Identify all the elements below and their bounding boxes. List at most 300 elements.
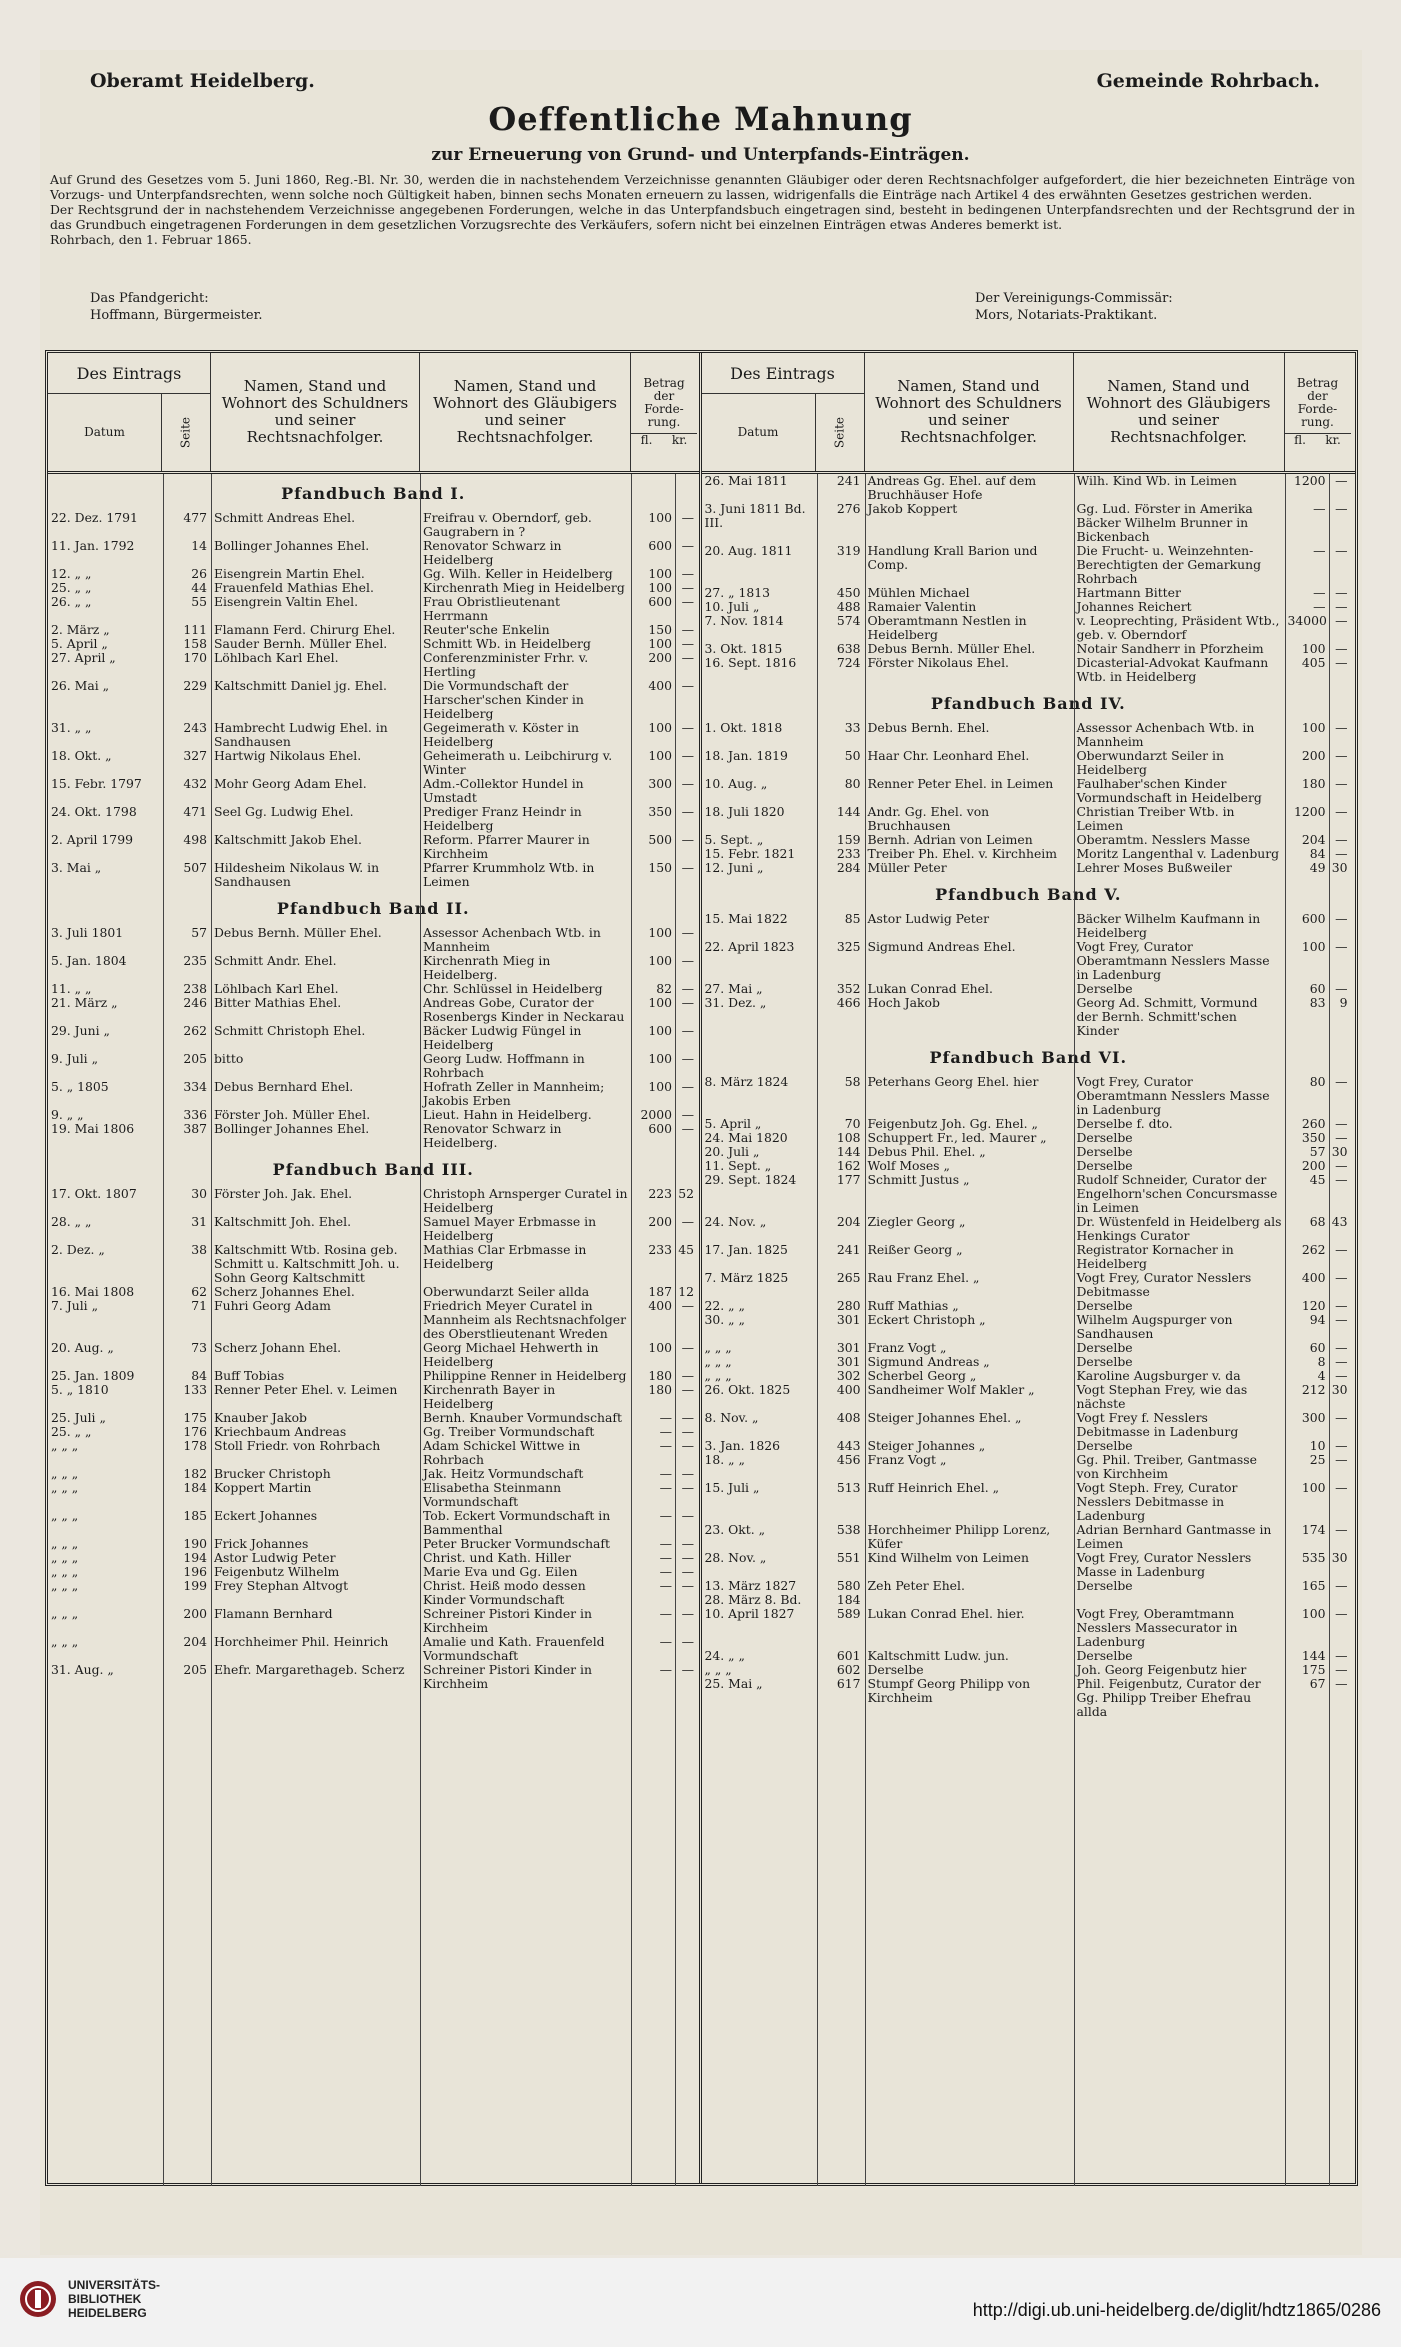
- creditor-name: Derselbe: [1076, 1159, 1133, 1173]
- amount-florin: 67: [1309, 1677, 1326, 1691]
- entry-page: 84: [191, 1369, 207, 1383]
- amount-kreuzer: —: [1335, 749, 1348, 763]
- table-row: [48, 1243, 699, 1285]
- entry-page: 196: [183, 1565, 207, 1579]
- creditor-name: Derselbe f. dto.: [1076, 1117, 1173, 1131]
- amount-florin: 600: [648, 539, 672, 553]
- amount-florin: 100: [648, 637, 672, 651]
- creditor-name: Derselbe: [1076, 1579, 1133, 1593]
- entry-date: 7. Juli „: [51, 1299, 98, 1313]
- column-header-line: Betrag: [643, 376, 685, 390]
- creditor-name: Notair Sandherr in Pforzheim: [1076, 642, 1264, 656]
- debtor-name: Koppert Martin: [214, 1481, 312, 1495]
- creditor-name: Oberwundarzt Seiler allda: [423, 1285, 590, 1299]
- table-row: [48, 996, 699, 1024]
- debtor-name: Buff Tobias: [214, 1369, 285, 1383]
- entry-date: 9. „ „: [51, 1108, 84, 1122]
- creditor-name: Reuter'sche Enkelin: [423, 623, 550, 637]
- table-row: [48, 1383, 699, 1411]
- creditor-name: Derselbe: [1076, 1341, 1133, 1355]
- column-header-line: Namen, Stand und: [1107, 377, 1250, 395]
- entry-page: 538: [836, 1523, 861, 1537]
- entry-date: 16. Mai 1808: [51, 1285, 135, 1299]
- debtor-name: Fuhri Georg Adam: [214, 1299, 331, 1313]
- amount-kreuzer: —: [681, 749, 694, 763]
- entry-page: 229: [183, 679, 207, 693]
- amount-kreuzer: —: [1335, 1677, 1348, 1691]
- entry-date: 9. Juli „: [51, 1052, 98, 1066]
- creditor-name: Derselbe: [1076, 1299, 1133, 1313]
- amount-kreuzer: —: [1335, 1313, 1348, 1327]
- amount-florin: 100: [648, 1080, 672, 1094]
- entry-page: 498: [183, 833, 207, 847]
- amount-florin: 57: [1309, 1145, 1326, 1159]
- amount-kreuzer: —: [681, 581, 694, 595]
- amount-florin: 100: [1301, 1607, 1326, 1621]
- column-divider: [817, 474, 818, 2186]
- amount-florin: —: [659, 1607, 672, 1621]
- amount-florin: 350: [1301, 1131, 1326, 1145]
- amount-kreuzer: —: [681, 1425, 694, 1439]
- table-row: [702, 1271, 1356, 1299]
- amount-florin: [1285, 1593, 1329, 1607]
- column-header-line: Forde-: [1297, 402, 1338, 416]
- debtor-name: Schmitt Justus „: [867, 1173, 970, 1187]
- column-header-des-eintrags: Des Eintrags: [48, 353, 210, 394]
- debtor-name: Hartwig Nikolaus Ehel.: [214, 749, 362, 763]
- amount-kreuzer: —: [1335, 586, 1348, 600]
- amount-florin: 100: [648, 581, 672, 595]
- debtor-name: Debus Bernhard Ehel.: [214, 1080, 354, 1094]
- table-row: [702, 1215, 1356, 1243]
- entry-date: 20. Aug. „: [51, 1341, 114, 1355]
- table-row: [48, 679, 699, 721]
- table-row: [48, 595, 699, 623]
- amount-kreuzer: —: [1335, 1607, 1348, 1621]
- debtor-name: Franz Vogt „: [867, 1453, 947, 1467]
- column-divider: [163, 474, 164, 2186]
- table-row: [48, 1663, 699, 1691]
- signature-left-title: Das Pfandgericht:: [90, 291, 209, 306]
- amount-florin: 80: [1309, 1075, 1326, 1089]
- source-url[interactable]: http://digi.ub.uni-heidelberg.de/diglit/hdtz1865/0286: [972, 2300, 1381, 2320]
- entry-date: 16. Sept. 1816: [704, 656, 797, 670]
- amount-florin: —: [659, 1579, 672, 1593]
- amount-kreuzer: 43: [1331, 1215, 1348, 1229]
- column-header-datum: Datum: [48, 394, 162, 471]
- column-header-schuldner: [211, 353, 420, 471]
- amount-florin: 180: [648, 1383, 672, 1397]
- table-row: [48, 1509, 699, 1537]
- amount-kreuzer: 30: [1331, 1383, 1348, 1397]
- amount-florin: 600: [648, 1122, 672, 1136]
- amount-kreuzer: 12: [678, 1285, 694, 1299]
- column-header-seite: Seite: [178, 416, 193, 449]
- column-header-fl-kr: [1285, 433, 1351, 447]
- table-row: [48, 1467, 699, 1481]
- column-divider: [631, 474, 632, 2186]
- debtor-name: Andr. Gg. Ehel. von Bruchhausen: [867, 805, 990, 833]
- creditor-name: Schreiner Pistori Kinder in Kirchheim: [423, 1607, 592, 1635]
- column-header-line: Wohnort des Schuldners: [875, 394, 1062, 412]
- debtor-name: Scherz Johannes Ehel.: [214, 1285, 355, 1299]
- column-divider: [1074, 474, 1075, 2186]
- creditor-name: Andreas Gobe, Curator der Rosenbergs Kinder in Neckarau: [423, 996, 625, 1024]
- amount-kreuzer: —: [681, 1607, 694, 1621]
- debtor-name: Sauder Bernh. Müller Ehel.: [214, 637, 388, 651]
- amount-florin: 1200: [1293, 805, 1326, 819]
- debtor-name: Sigmund Andreas Ehel.: [867, 940, 1016, 954]
- amount-florin: 400: [1301, 1271, 1326, 1285]
- entry-page: 507: [183, 861, 207, 875]
- table-row: [702, 861, 1356, 875]
- amount-kreuzer: [1329, 1593, 1351, 1607]
- creditor-name: Die Vormundschaft der Harscher'schen Kinder in Heidelberg: [423, 679, 584, 721]
- entry-page: 70: [844, 1117, 861, 1131]
- entry-page: 33: [844, 721, 861, 735]
- entry-page: 144: [836, 1145, 861, 1159]
- entry-date: 10. April 1827: [704, 1607, 795, 1621]
- debtor-name: Ehefr. Margarethageb. Scherz: [214, 1663, 405, 1677]
- creditor-name: Phil. Feigenbutz, Curator der Gg. Philipp Treiber Ehefrau allda: [1076, 1677, 1261, 1719]
- amount-kreuzer: —: [1335, 1131, 1348, 1145]
- table-row: [702, 1593, 1356, 1607]
- entry-page: 513: [836, 1481, 861, 1495]
- table-row: [702, 1243, 1356, 1271]
- entry-page: 262: [183, 1024, 207, 1038]
- amount-kreuzer: —: [681, 721, 694, 735]
- signature-right: [975, 290, 1173, 324]
- creditor-name: Dicasterial-Advokat Kaufmann Wtb. in Heidelberg: [1076, 656, 1269, 684]
- amount-kreuzer: —: [1335, 1481, 1348, 1495]
- table-row: [48, 1024, 699, 1052]
- creditor-name: Karoline Augsburger v. da: [1076, 1369, 1241, 1383]
- entry-date: 12. Juni „: [704, 861, 764, 875]
- column-header-line: der: [1307, 389, 1328, 403]
- entry-page: 194: [183, 1551, 207, 1565]
- creditor-name: Vogt Stephan Frey, wie das nächste: [1076, 1383, 1248, 1411]
- entry-page: 58: [844, 1075, 861, 1089]
- entry-page: 301: [836, 1341, 861, 1355]
- table-row: [702, 502, 1356, 544]
- amount-florin: 300: [1301, 1411, 1326, 1425]
- entry-date: 20. Juli „: [704, 1145, 760, 1159]
- creditor-name: Peter Brucker Vormundschaft: [423, 1537, 611, 1551]
- amount-kreuzer: —: [1335, 1649, 1348, 1663]
- creditor-name: Schmitt Wb. in Heidelberg: [423, 637, 591, 651]
- amount-florin: 100: [648, 567, 672, 581]
- creditor-name: Gg. Lud. Förster in Amerika Bäcker Wilhelm Brunner in Bickenbach: [1076, 502, 1253, 544]
- entry-page: 170: [183, 651, 207, 665]
- entry-date: 31. „ „: [51, 721, 92, 735]
- entry-page: 38: [191, 1243, 207, 1257]
- entry-date: „ „ „: [51, 1481, 79, 1495]
- amount-kreuzer: —: [681, 1551, 694, 1565]
- debtor-name: Ramaier Valentin: [867, 600, 977, 614]
- creditor-name: Freifrau v. Oberndorf, geb. Gaugrabern in ?: [423, 511, 592, 539]
- creditor-name: Frau Obristlieutenant Herrmann: [423, 595, 561, 623]
- debtor-name: Bitter Mathias Ehel.: [214, 996, 342, 1010]
- creditor-name: Tob. Eckert Vormundschaft in Bammenthal: [423, 1509, 611, 1537]
- amount-florin: 180: [648, 1369, 672, 1383]
- amount-kreuzer: —: [681, 1537, 694, 1551]
- amount-kreuzer: —: [681, 833, 694, 847]
- amount-kreuzer: —: [681, 982, 694, 996]
- amount-florin: 82: [656, 982, 672, 996]
- entry-date: 18. Okt. „: [51, 749, 112, 763]
- amount-florin: 223: [648, 1187, 672, 1201]
- column-header-line: und seiner: [274, 411, 356, 429]
- creditor-name: Vogt Frey, Oberamtmann Nesslers Massecurator in Ladenburg: [1076, 1607, 1238, 1649]
- debtor-name: Müller Peter: [867, 861, 947, 875]
- entry-date: 2. Dez. „: [51, 1243, 105, 1257]
- creditor-name: Vogt Frey, Curator Nesslers Debitmasse: [1076, 1271, 1252, 1299]
- entry-date: 12. „ „: [51, 567, 92, 581]
- entry-page: 26: [191, 567, 207, 581]
- entry-page: 85: [844, 912, 861, 926]
- amount-florin: 260: [1301, 1117, 1326, 1131]
- debtor-name: Stoll Friedr. von Rohrbach: [214, 1439, 381, 1453]
- debtor-name: [865, 1593, 1074, 1607]
- amount-florin: —: [659, 1509, 672, 1523]
- table-left-half: [48, 353, 702, 2183]
- table-row: [702, 600, 1356, 614]
- table-row: [702, 777, 1356, 805]
- column-header-line: und seiner: [484, 411, 566, 429]
- debtor-name: Eisengrein Martin Ehel.: [214, 567, 365, 581]
- entry-date: 25. Jan. 1809: [51, 1369, 135, 1383]
- creditor-name: Bäcker Wilhelm Kaufmann in Heidelberg: [1076, 912, 1261, 940]
- table-row: [48, 1299, 699, 1341]
- column-header-line: Wohnort des Schuldners: [221, 394, 409, 412]
- creditor-name: Christoph Arnsperger Curatel in Heidelberg: [423, 1187, 628, 1215]
- entry-page: 246: [183, 996, 207, 1010]
- amount-kreuzer: —: [681, 1122, 694, 1136]
- amount-florin: —: [659, 1481, 672, 1495]
- column-header-des-eintrags: Des Eintrags: [702, 353, 864, 394]
- column-header-line: rung.: [1301, 415, 1334, 429]
- amount-florin: —: [659, 1411, 672, 1425]
- table-row: [48, 1579, 699, 1607]
- table-row: [48, 1565, 699, 1579]
- table-row: [48, 1369, 699, 1383]
- entry-date: 27. Mai „: [704, 982, 763, 996]
- amount-florin: 350: [648, 805, 672, 819]
- entry-page: 204: [183, 1635, 207, 1649]
- table-row: [702, 1607, 1356, 1649]
- amount-florin: —: [659, 1635, 672, 1649]
- column-header-line: Rechtsnachfolger.: [900, 428, 1037, 446]
- table-row: [48, 777, 699, 805]
- debtor-name: Oberamtmann Nestlen in Heidelberg: [867, 614, 1027, 642]
- creditor-name: Vogt Steph. Frey, Curator Nesslers Debitmasse in Ladenburg: [1076, 1481, 1238, 1523]
- amount-kreuzer: —: [1335, 1075, 1348, 1089]
- amount-florin: 8: [1317, 1355, 1326, 1369]
- column-header-kr: kr.: [671, 433, 688, 447]
- amount-florin: 100: [1301, 721, 1326, 735]
- table-row: [702, 1369, 1356, 1383]
- column-divider: [420, 474, 421, 2186]
- amount-kreuzer: 30: [1331, 861, 1348, 875]
- table-row: [702, 614, 1356, 642]
- entry-page: 617: [836, 1677, 861, 1691]
- amount-florin: 180: [1301, 777, 1326, 791]
- entry-date: 26. „ „: [51, 595, 92, 609]
- column-header-fl-kr: [631, 433, 697, 447]
- debtor-name: Treiber Ph. Ehel. v. Kirchheim: [867, 847, 1057, 861]
- column-header-line: Wohnort des Gläubigers: [433, 394, 617, 412]
- amount-florin: —: [659, 1425, 672, 1439]
- table-row: [702, 656, 1356, 684]
- amount-kreuzer: —: [1335, 1355, 1348, 1369]
- debtor-name: Eisengrein Valtin Ehel.: [214, 595, 359, 609]
- debtor-name: Seel Gg. Ludwig Ehel.: [214, 805, 354, 819]
- section-heading: Pfandbuch Band VI.: [929, 1048, 1128, 1067]
- entry-date: 5. „ 1810: [51, 1383, 109, 1397]
- entry-date: 15. Mai 1822: [704, 912, 788, 926]
- entry-page: 432: [183, 777, 207, 791]
- amount-kreuzer: —: [1335, 721, 1348, 735]
- amount-kreuzer: —: [681, 996, 694, 1010]
- column-header-datum: Datum: [702, 394, 816, 471]
- table-row: [702, 1453, 1356, 1481]
- amount-florin: 84: [1309, 847, 1326, 861]
- creditor-name: Derselbe: [1076, 1355, 1133, 1369]
- table-row: [702, 1355, 1356, 1369]
- debtor-name: Frauenfeld Mathias Ehel.: [214, 581, 374, 595]
- entry-date: 5. Sept. „: [704, 833, 764, 847]
- entry-date: 24. Okt. 1798: [51, 805, 137, 819]
- creditor-name: Gegeimerath v. Köster in Heidelberg: [423, 721, 580, 749]
- entry-page: 284: [836, 861, 861, 875]
- document-subtitle: zur Erneuerung von Grund- und Unterpfands-Einträgen.: [431, 145, 970, 165]
- debtor-name: Debus Bernh. Müller Ehel.: [867, 642, 1036, 656]
- debtor-name: Sandheimer Wolf Makler „: [867, 1383, 1035, 1397]
- entry-page: 243: [183, 721, 207, 735]
- creditor-name: Hartmann Bitter: [1076, 586, 1181, 600]
- entry-page: 62: [191, 1285, 207, 1299]
- debtor-name: Peterhans Georg Ehel. hier: [867, 1075, 1039, 1089]
- entry-date: 21. März „: [51, 996, 118, 1010]
- entry-date: 15. Febr. 1821: [704, 847, 796, 861]
- entry-page: 182: [183, 1467, 207, 1481]
- amount-kreuzer: —: [1335, 982, 1348, 996]
- document-title: Oeffentliche Mahnung: [488, 100, 913, 138]
- amount-florin: 204: [1301, 833, 1326, 847]
- debtor-name: Ziegler Georg „: [867, 1215, 966, 1229]
- amount-florin: 1200: [1293, 474, 1326, 488]
- amount-kreuzer: —: [1335, 502, 1348, 516]
- creditor-name: Kirchenrath Bayer in Heidelberg: [423, 1383, 556, 1411]
- column-header-line: Namen, Stand und: [243, 377, 387, 395]
- entry-page: 352: [836, 982, 861, 996]
- table-row: [702, 805, 1356, 833]
- debtor-name: Astor Ludwig Peter: [214, 1551, 336, 1565]
- amount-florin: 400: [648, 1299, 672, 1313]
- table-row: [48, 581, 699, 595]
- header-left: Oberamt Heidelberg.: [90, 70, 315, 92]
- debtor-name: Eckert Christoph „: [867, 1313, 986, 1327]
- amount-kreuzer: —: [1335, 1523, 1348, 1537]
- column-header-line: Wohnort des Gläubigers: [1086, 394, 1271, 412]
- table-row: [702, 912, 1356, 940]
- amount-kreuzer: 52: [678, 1187, 694, 1201]
- creditor-name: Wilh. Kind Wb. in Leimen: [1076, 474, 1237, 488]
- amount-florin: 100: [648, 721, 672, 735]
- creditor-name: Faulhaber'schen Kinder Vormundschaft in Heidelberg: [1076, 777, 1262, 805]
- entry-page: 276: [836, 502, 861, 516]
- entry-date: 19. Mai 1806: [51, 1122, 135, 1136]
- creditor-name: Joh. Georg Feigenbutz hier: [1076, 1663, 1247, 1677]
- table-row: [48, 1411, 699, 1425]
- entry-page: 471: [183, 805, 207, 819]
- entry-page: 551: [836, 1551, 861, 1565]
- creditor-name: Marie Eva und Gg. Eilen: [423, 1565, 578, 1579]
- creditor-name: Assessor Achenbach Wtb. in Mannheim: [423, 926, 601, 954]
- debtor-name: Kaltschmitt Joh. Ehel.: [214, 1215, 352, 1229]
- amount-kreuzer: —: [1335, 1173, 1348, 1187]
- entry-date: 5. „ 1805: [51, 1080, 109, 1094]
- entry-page: 133: [183, 1383, 207, 1397]
- column-header-fl: fl.: [1294, 433, 1306, 447]
- column-header-row: [702, 353, 1356, 474]
- entry-page: 199: [183, 1579, 207, 1593]
- entry-date: 31. Dez. „: [704, 996, 767, 1010]
- creditor-name: Georg Ludw. Hoffmann in Rohrbach: [423, 1052, 585, 1080]
- amount-kreuzer: —: [681, 567, 694, 581]
- entry-page: 44: [191, 581, 207, 595]
- debtor-name: Jakob Koppert: [867, 502, 958, 516]
- table-body: [702, 474, 1356, 2186]
- amount-kreuzer: —: [681, 861, 694, 875]
- debtor-name: Franz Vogt „: [867, 1341, 947, 1355]
- creditor-name: Oberwundarzt Seiler in Heidelberg: [1076, 749, 1224, 777]
- amount-florin: 174: [1301, 1523, 1326, 1537]
- amount-florin: 144: [1301, 1649, 1326, 1663]
- entry-date: 3. Juni 1811 Bd. III.: [704, 502, 806, 530]
- creditor-name: Christ. Heiß modo dessen Kinder Vormundschaft: [423, 1579, 586, 1607]
- entry-date: 2. März „: [51, 623, 110, 637]
- amount-kreuzer: —: [1335, 544, 1348, 558]
- entry-page: 108: [836, 1131, 861, 1145]
- entry-page: 477: [183, 511, 207, 525]
- entry-page: 80: [844, 777, 861, 791]
- creditor-name: Adm.-Collektor Hundel in Umstadt: [423, 777, 584, 805]
- entry-date: „ „ „: [51, 1537, 79, 1551]
- library-logo[interactable]: [18, 2278, 160, 2320]
- debtor-name: Scherz Johann Ehel.: [214, 1341, 342, 1355]
- creditor-name: Vogt Frey, Curator Nesslers Masse in Ladenburg: [1076, 1551, 1252, 1579]
- entry-date: 2. April 1799: [51, 833, 133, 847]
- creditor-name: Johannes Reichert: [1076, 600, 1192, 614]
- debtor-name: Andreas Gg. Ehel. auf dem Bruchhäuser Hofe: [867, 474, 1037, 502]
- table-row: [702, 1299, 1356, 1313]
- column-header-subcolumns: [702, 394, 864, 471]
- amount-kreuzer: —: [1335, 474, 1348, 488]
- entry-date: 11. Jan. 1792: [51, 539, 135, 553]
- entry-page: 73: [191, 1341, 207, 1355]
- debtor-name: Kaltschmitt Ludw. jun.: [867, 1649, 1009, 1663]
- entry-page: 190: [183, 1537, 207, 1551]
- entry-page: 200: [183, 1607, 207, 1621]
- entry-page: 589: [836, 1607, 861, 1621]
- amount-florin: 200: [1301, 749, 1326, 763]
- entry-date: „ „ „: [51, 1551, 79, 1565]
- amount-florin: —: [1313, 586, 1326, 600]
- creditor-name: Derselbe: [1076, 1439, 1133, 1453]
- entry-page: 241: [836, 474, 861, 488]
- table-row: [702, 1677, 1356, 1719]
